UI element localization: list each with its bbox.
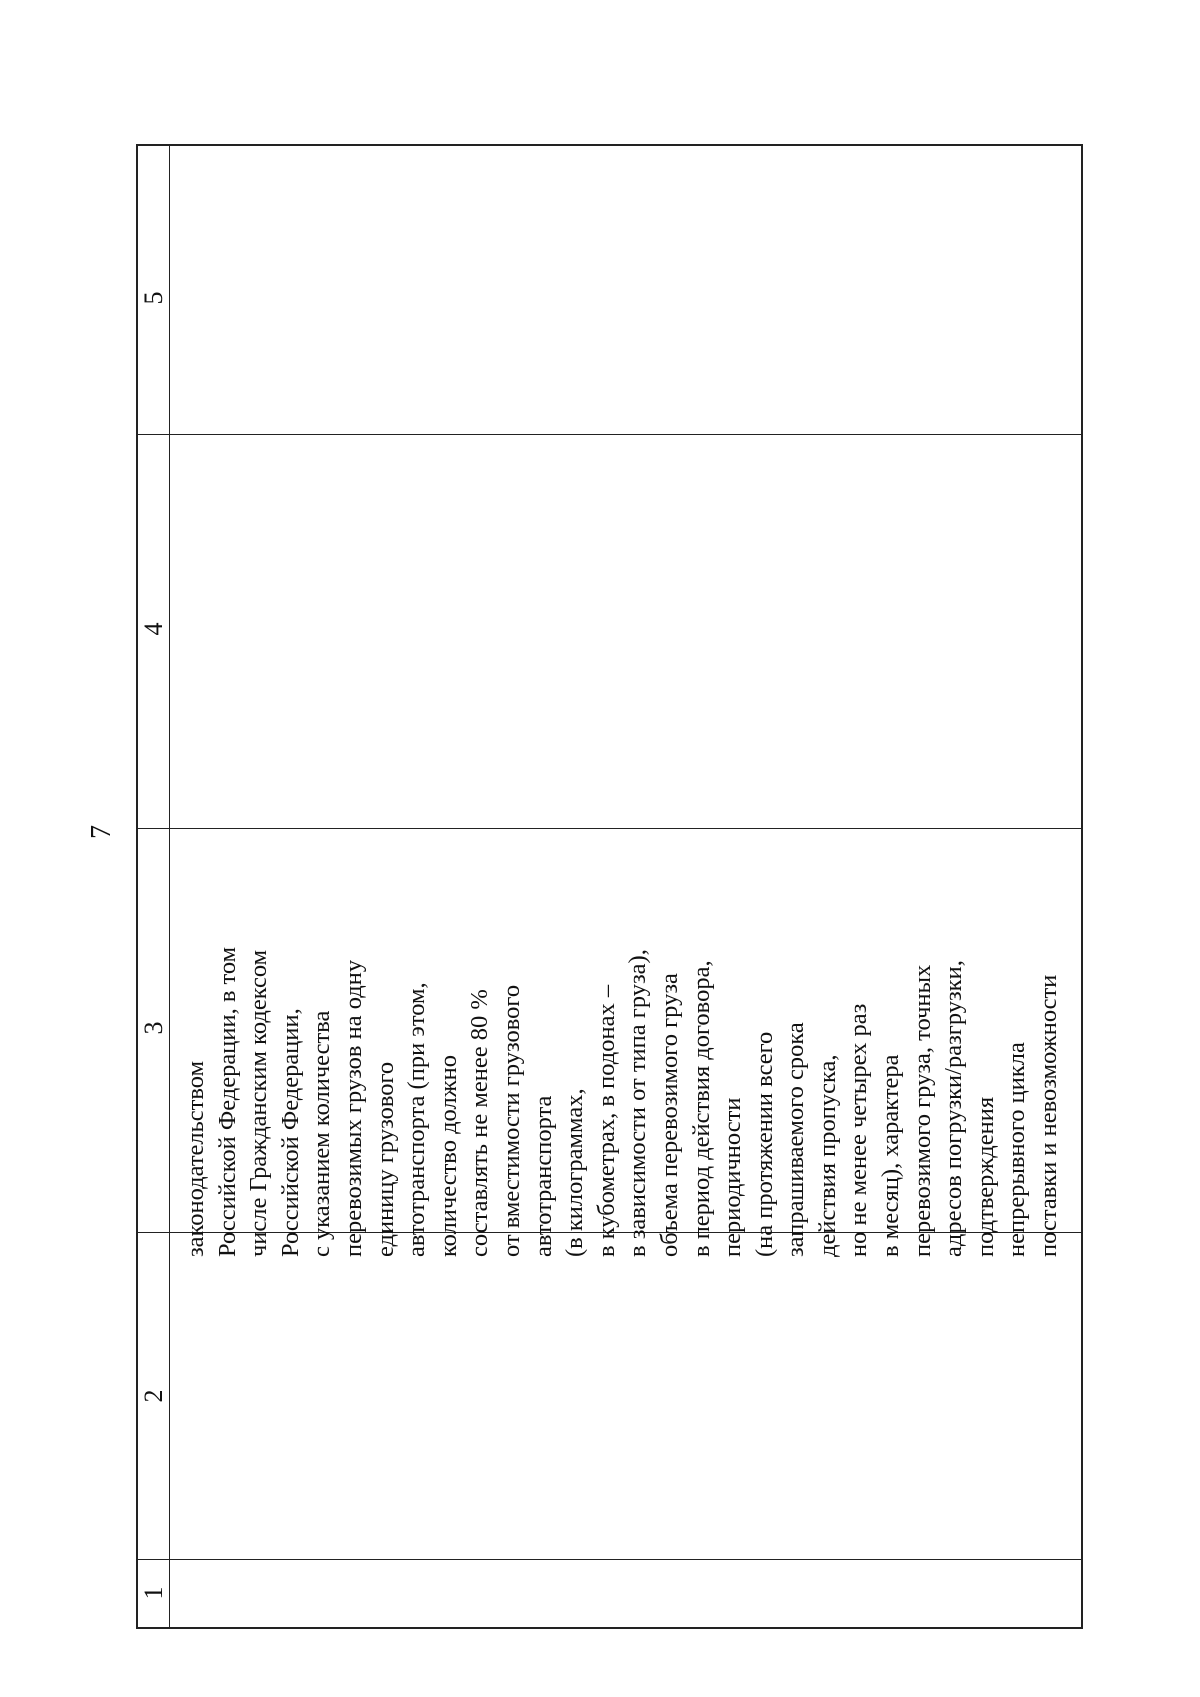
column-header-5: 5 <box>139 291 168 305</box>
column-divider-1-2 <box>138 1559 1081 1560</box>
column-header-1: 1 <box>139 1586 168 1600</box>
column-header-2: 2 <box>139 1389 168 1403</box>
text-line: с указанием количества <box>308 1010 336 1257</box>
text-line: Российской Федерации, <box>276 1008 304 1257</box>
text-line: в месяц), характера <box>877 1054 905 1257</box>
text-line: единицу грузового <box>371 1061 399 1257</box>
text-line: (в килограммах, <box>561 1088 589 1257</box>
column3-text <box>180 232 1080 1257</box>
text-line: объема перевозимого груза <box>655 973 683 1257</box>
column-header-4: 4 <box>139 622 168 636</box>
text-line: автотранспорта (при этом, <box>403 982 431 1257</box>
text-line: периодичности <box>719 1097 747 1257</box>
text-line: поставки и невозможности <box>1035 974 1063 1257</box>
column-header-3: 3 <box>139 1021 168 1035</box>
text-line: но не менее четырех раз <box>845 1003 873 1257</box>
text-line: действия пропуска, <box>813 1054 841 1257</box>
text-line: перевозимых грузов на одну <box>339 959 367 1257</box>
text-line: в период действия договора, <box>687 960 715 1257</box>
text-line: адресов погрузки/разгрузки, <box>940 960 968 1257</box>
text-line: непрерывного цикла <box>1003 1042 1031 1257</box>
text-line: составлять не менее 80 % <box>466 989 494 1257</box>
text-line: запрашиваемого срока <box>782 1022 810 1257</box>
text-line: (на протяжении всего <box>750 1031 778 1257</box>
text-line: подтверждения <box>971 1096 999 1257</box>
text-line: количество должно <box>434 1055 462 1257</box>
text-line: перевозимого груза, точных <box>908 964 936 1257</box>
text-line: в кубометрах, в подонах – <box>592 984 620 1257</box>
text-line: от вместимости грузового <box>497 984 525 1257</box>
text-line: в зависимости от типа груза), <box>624 949 652 1257</box>
text-line: числе Гражданским кодексом <box>245 949 273 1257</box>
text-line: законодательством <box>182 1060 209 1257</box>
text-line: автотранспорта <box>529 1095 557 1257</box>
text-line: Российской Федерации, в том <box>213 946 241 1257</box>
page-number: 7 <box>86 825 117 839</box>
